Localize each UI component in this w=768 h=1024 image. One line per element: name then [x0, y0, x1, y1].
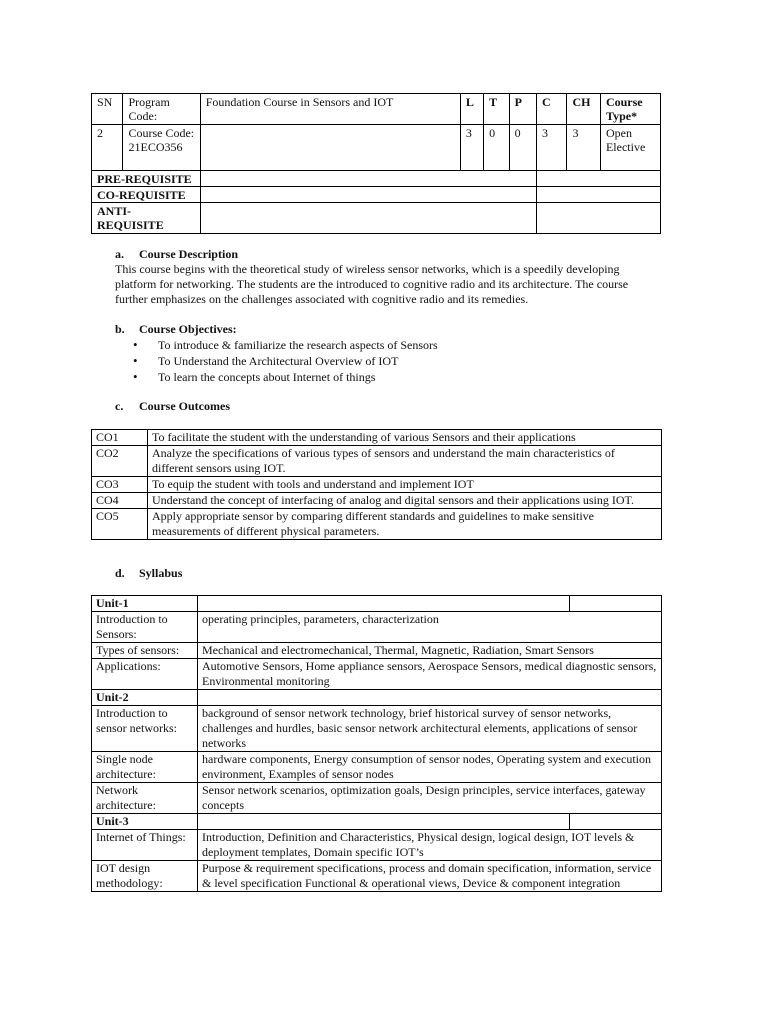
syllabus-content: Automotive Sensors, Home appliance sensors, Aerospace Sensors, medical diagnostic sensors, Environmental monitoring	[198, 659, 662, 690]
table-row	[92, 477, 662, 493]
co-text: Apply appropriate sensor by comparing different standards and guidelines to make sensitive measurements of different physical parameters.	[148, 509, 662, 540]
objectives-list	[133, 337, 438, 385]
list-item: • To introduce & familiarize the research aspects of Sensors	[133, 337, 438, 353]
outcomes-heading	[115, 399, 230, 413]
table-row	[92, 830, 662, 861]
unit-row	[92, 596, 662, 612]
co-text: To equip the student with tools and understand and implement IOT	[148, 477, 662, 493]
table-row	[92, 706, 662, 752]
objectives-letter: b.	[115, 322, 125, 336]
syllabus-topic: Types of sensors:	[92, 643, 198, 659]
unit-3-label: Unit-3	[92, 814, 198, 830]
anti-requisite-value	[200, 203, 536, 234]
c-value: 3	[536, 125, 566, 171]
anti-requisite-label: ANTI-REQUISITE	[92, 203, 201, 234]
table-row	[92, 446, 662, 477]
co-code: CO2	[92, 446, 148, 477]
description-letter: a.	[115, 247, 124, 261]
syllabus-topic: Introduction to sensor networks:	[92, 706, 198, 752]
co-requisite-label: CO-REQUISITE	[92, 187, 201, 203]
t-label: T	[484, 94, 509, 125]
co-requisite-extra	[536, 187, 660, 203]
c-label: C	[536, 94, 566, 125]
co-code: CO5	[92, 509, 148, 540]
course-header-table	[91, 93, 661, 234]
description-text: This course begins with the theoretical study of wireless sensor networks, which is a speedily developing platform for networking. The students are the introduced to cognitive radio and its architecture. The course further emphasizes on the challenges associated with cognitive radio and its remedies.	[115, 262, 629, 306]
unit-1-label: Unit-1	[92, 596, 198, 612]
table-row	[92, 612, 662, 643]
table-row	[92, 509, 662, 540]
program-code-label: Program Code:	[123, 94, 200, 125]
table-row	[92, 659, 662, 690]
l-value: 3	[460, 125, 483, 171]
course-type-value: Open Elective	[600, 125, 660, 171]
unit-row	[92, 690, 662, 706]
objectives-title: Course Objectives:	[139, 322, 237, 336]
outcomes-table	[91, 429, 662, 540]
co-code: CO4	[92, 493, 148, 509]
table-row	[92, 643, 662, 659]
unit-1-extra	[570, 596, 662, 612]
l-label: L	[460, 94, 483, 125]
table-row	[92, 861, 662, 892]
t-value: 0	[484, 125, 509, 171]
syllabus-topic: Network architecture:	[92, 783, 198, 814]
pre-requisite-value	[200, 171, 536, 187]
course-type-label: Course Type*	[600, 94, 660, 125]
syllabus-title: Syllabus	[139, 566, 183, 580]
list-item: • To learn the concepts about Internet of things	[133, 369, 438, 385]
course-title: Foundation Course in Sensors and IOT	[200, 94, 460, 125]
table-row	[92, 783, 662, 814]
p-value: 0	[509, 125, 536, 171]
co-requisite-value	[200, 187, 536, 203]
p-label: P	[509, 94, 536, 125]
list-item: • To Understand the Architectural Overview of IOT	[133, 353, 438, 369]
syllabus-content: hardware components, Energy consumption of sensor nodes, Operating system and execution environment, Examples of sensor nodes	[198, 752, 662, 783]
syllabus-topic: Single node architecture:	[92, 752, 198, 783]
pre-requisite-label: PRE-REQUISITE	[92, 171, 201, 187]
ch-value: 3	[567, 125, 601, 171]
co-text: Understand the concept of interfacing of analog and digital sensors and their applications using IOT.	[148, 493, 662, 509]
co-code: CO3	[92, 477, 148, 493]
unit-3-extra	[570, 814, 662, 830]
outcomes-letter: c.	[115, 399, 124, 413]
syllabus-topic: Applications:	[92, 659, 198, 690]
unit-row	[92, 814, 662, 830]
objectives-heading	[115, 322, 237, 336]
course-title-blank	[200, 125, 460, 171]
syllabus-letter: d.	[115, 566, 125, 580]
sn-value: 2	[92, 125, 123, 171]
syllabus-topic: Internet of Things:	[92, 830, 198, 861]
anti-requisite-extra	[536, 203, 660, 234]
syllabus-content: Introduction, Definition and Characteristics, Physical design, logical design, IOT levels & deployment templates, Domain specific IOT’s	[198, 830, 662, 861]
syllabus-table	[91, 595, 662, 892]
syllabus-topic: Introduction to Sensors:	[92, 612, 198, 643]
syllabus-content: operating principles, parameters, characterization	[198, 612, 662, 643]
table-row	[92, 430, 662, 446]
syllabus-heading	[115, 566, 182, 580]
pre-requisite-extra	[536, 171, 660, 187]
syllabus-content: Purpose & requirement specifications, process and domain specification, information, service & level specification Functional & operational views, Device & component integration	[198, 861, 662, 892]
co-code: CO1	[92, 430, 148, 446]
table-row	[92, 752, 662, 783]
sn-label: SN	[92, 94, 123, 125]
unit-2-blank	[198, 690, 662, 706]
syllabus-topic: IOT design methodology:	[92, 861, 198, 892]
syllabus-content: Mechanical and electromechanical, Thermal, Magnetic, Radiation, Smart Sensors	[198, 643, 662, 659]
table-row	[92, 493, 662, 509]
syllabus-content: background of sensor network technology, brief historical survey of sensor networks, challenges and hurdles, basic sensor network architectural elements, applications of sensor networks	[198, 706, 662, 752]
description-heading	[115, 247, 238, 261]
unit-3-blank	[198, 814, 570, 830]
unit-1-blank	[198, 596, 570, 612]
unit-2-label: Unit-2	[92, 690, 198, 706]
syllabus-content: Sensor network scenarios, optimization goals, Design principles, service interfaces, gateway concepts	[198, 783, 662, 814]
description-title: Course Description	[139, 247, 238, 261]
course-code-label: Course Code: 21ECO356	[123, 125, 200, 171]
ch-label: CH	[567, 94, 601, 125]
co-text: To facilitate the student with the understanding of various Sensors and their applications	[148, 430, 662, 446]
outcomes-title: Course Outcomes	[139, 399, 230, 413]
co-text: Analyze the specifications of various types of sensors and understand the main characteristics of different sensors using IOT.	[148, 446, 662, 477]
